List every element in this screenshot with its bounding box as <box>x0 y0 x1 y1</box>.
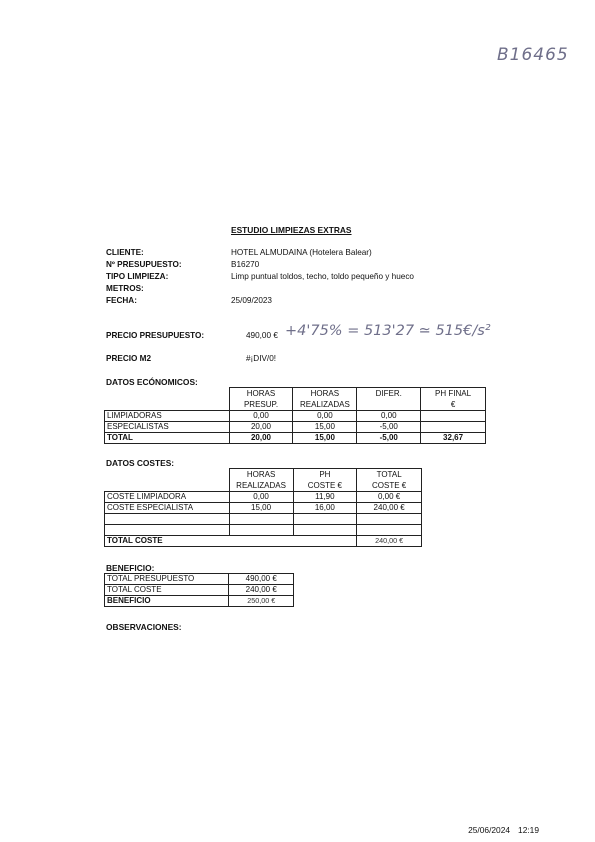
header-total-coste: TOTAL COSTE € <box>357 469 422 492</box>
precio-presupuesto-label: PRECIO PRESUPUESTO: <box>106 331 205 340</box>
header-ph-coste: PH COSTE € <box>293 469 357 492</box>
table-row-total: BENEFICIO 250,00 € <box>105 596 294 607</box>
cliente-label: CLIENTE: <box>106 248 144 257</box>
table-row: LIMPIADORAS 0,00 0,00 0,00 <box>105 411 486 422</box>
document-title: ESTUDIO LIMPIEZAS EXTRAS <box>231 225 352 235</box>
table-row-empty <box>105 525 422 536</box>
table-row-empty <box>105 514 422 525</box>
beneficio-heading: BENEFICIO: <box>106 563 155 573</box>
observaciones-label: OBSERVACIONES: <box>106 622 182 632</box>
presupuesto-value: B16270 <box>231 260 260 269</box>
tipo-limpieza-label: TIPO LIMPIEZA: <box>106 272 169 281</box>
tipo-limpieza-value: Limp puntual toldos, techo, toldo pequeño y hueco <box>231 272 414 281</box>
fecha-value: 25/09/2023 <box>231 296 272 305</box>
handwritten-annotation: +4'75% = 513'27 ≃ 515€/s² <box>285 323 491 339</box>
datos-economicos-heading: DATOS ECÓNOMICOS: <box>106 377 198 387</box>
datos-costes-heading: DATOS COSTES: <box>106 458 175 468</box>
fecha-label: FECHA: <box>106 296 137 305</box>
precio-m2-value: #¡DIV/0! <box>246 354 277 363</box>
datos-costes-table <box>104 468 422 547</box>
table-row: ESPECIALISTAS 20,00 15,00 -5,00 <box>105 422 486 433</box>
table-row: TOTAL PRESUPUESTO 490,00 € <box>105 574 294 585</box>
header-horas-realizadas: HORAS REALIZADAS <box>229 469 293 492</box>
header-ph-final: PH FINAL € <box>421 388 486 411</box>
footer-date: 25/06/2024 <box>468 825 511 835</box>
table-row: COSTE LIMPIADORA 0,00 11,90 0,00 € <box>105 492 422 503</box>
table-row: COSTE ESPECIALISTA 15,00 16,00 240,00 € <box>105 503 422 514</box>
precio-presupuesto-value: 490,00 € <box>246 331 278 340</box>
header-horas-presup: HORAS PRESUP. <box>229 388 293 411</box>
presupuesto-label: Nº PRESUPUESTO: <box>106 260 182 269</box>
cliente-value: HOTEL ALMUDAINA (Hotelera Balear) <box>231 248 372 257</box>
datos-economicos-table <box>104 387 486 444</box>
table-row: TOTAL COSTE 240,00 € <box>105 585 294 596</box>
precio-m2-label: PRECIO M2 <box>106 354 152 363</box>
table-row-total: TOTAL COSTE 240,00 € <box>105 536 422 547</box>
header-horas-realizadas: HORAS REALIZADAS <box>293 388 357 411</box>
footer-time: 12:19 <box>518 825 539 835</box>
print-timestamp <box>468 825 539 835</box>
beneficio-table <box>104 573 294 607</box>
handwritten-reference: B16465 <box>497 45 569 65</box>
header-difer: DIFER. <box>357 388 421 411</box>
table-row-total: TOTAL 20,00 15,00 -5,00 32,67 <box>105 433 486 444</box>
metros-label: METROS: <box>106 284 144 293</box>
